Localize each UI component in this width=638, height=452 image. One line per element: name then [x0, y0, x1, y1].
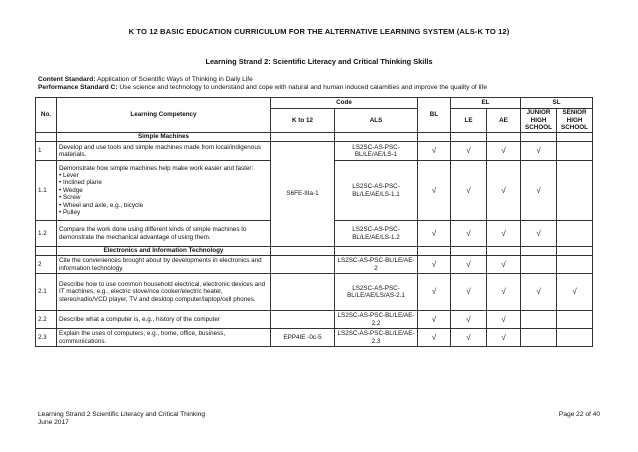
table-row	[36, 311, 593, 329]
strand-title: Learning Strand 2: Scientific Literacy and Critical Thinking Skills	[205, 57, 433, 66]
bl-check: √	[418, 311, 451, 329]
header-competency: Learning Competency	[57, 98, 271, 133]
row-k12-code: EPP4IE -0c-5	[271, 329, 335, 347]
header-shs: SENIOR HIGH SCHOOL	[557, 109, 593, 133]
row-als-code: LS2SC-AS-PSC-BL/LE/AE/LS-1.2	[335, 221, 418, 247]
page-number: Page 22 of 40	[558, 411, 600, 418]
list-item: • Screw	[59, 194, 81, 202]
bl-check: √	[418, 221, 451, 247]
header-ae: AE	[487, 109, 521, 133]
row-no: 2.1	[36, 274, 57, 311]
header-k12: K to 12	[271, 109, 335, 133]
header-no: No.	[36, 98, 57, 133]
header-bl: BL	[418, 98, 451, 133]
row-competency	[57, 161, 271, 221]
footer-strand: Learning Strand 2 Scientific Literacy and Critical Thinking	[38, 411, 206, 418]
performance-standard	[38, 84, 487, 91]
row-competency: Develop and use tools and simple machines made from local/indigenous materials.	[57, 142, 271, 161]
row-no: 1.2	[36, 221, 57, 247]
row-als-code: LS2SC-AS-PSC-BL/LE/AE-2.2	[335, 311, 418, 329]
row-als-code: LS2SC-AS-PSC-BL/LE/AE/LS/AS-2.1	[335, 274, 418, 311]
row-no: 2	[36, 256, 57, 274]
ae-check: √	[487, 311, 521, 329]
bl-check: √	[418, 161, 451, 221]
le-check: √	[451, 329, 487, 347]
row-no: 1	[36, 142, 57, 161]
content-standard	[38, 76, 253, 83]
shs-check: √	[557, 274, 593, 311]
row-k12-code: S6FE-IIIa-1	[271, 142, 335, 247]
competency-intro: Demonstrate how simple machines help make work easier and faster:	[59, 164, 254, 172]
header-als: ALS	[335, 109, 418, 133]
footer-date: June 2017	[38, 419, 69, 427]
jhs-check: √	[521, 161, 557, 221]
header-el: EL	[451, 98, 521, 109]
jhs-check: √	[521, 142, 557, 161]
list-item: • Pulley	[59, 209, 81, 217]
le-check: √	[451, 221, 487, 247]
row-no: 2.3	[36, 329, 57, 347]
footer	[38, 411, 205, 427]
table-row	[36, 256, 593, 274]
section-row	[36, 247, 593, 256]
ae-check: √	[487, 142, 521, 161]
list-item: • Inclined plane	[59, 179, 102, 187]
ae-check: √	[487, 329, 521, 347]
list-item: • Lever	[59, 171, 79, 179]
ae-check: √	[487, 256, 521, 274]
list-item: • Wedge	[59, 186, 83, 194]
header-row-1	[36, 98, 593, 109]
row-competency: Cite the conveniences brought about by developments in electronics and information technology.	[57, 256, 271, 274]
ae-check: √	[487, 221, 521, 247]
curriculum-table	[35, 97, 593, 347]
section-simple-machines: Simple Machines	[57, 133, 271, 142]
header-jhs: JUNIOR HIGH SCHOOL	[521, 109, 557, 133]
row-als-code: LS2SC-AS-PSC-BL/LE/AE/LS-1	[335, 142, 418, 161]
le-check: √	[451, 161, 487, 221]
table-row	[36, 142, 593, 161]
section-electronics: Electronics and Information Technology	[57, 247, 271, 256]
le-check: √	[451, 274, 487, 311]
row-competency: Compare the work done using different kinds of simple machines to demonstrate the mechanical advantage of using them.	[57, 221, 271, 247]
table-row	[36, 329, 593, 347]
bl-check: √	[418, 142, 451, 161]
row-no: 2.2	[36, 311, 57, 329]
bl-check: √	[418, 256, 451, 274]
section-row	[36, 133, 593, 142]
document-title: K TO 12 BASIC EDUCATION CURRICULUM FOR THE ALTERNATIVE LEARNING SYSTEM (ALS-K TO 12)	[128, 27, 510, 36]
le-check: √	[451, 256, 487, 274]
jhs-check: √	[521, 274, 557, 311]
performance-standard-text: Use science and technology to understand and cope with natural and human induced calamities and improve the quality of life	[119, 84, 488, 91]
content-standard-text: Application of Scientific Ways of Thinking in Daily Life	[96, 76, 253, 83]
ae-check: √	[487, 161, 521, 221]
le-check: √	[451, 142, 487, 161]
row-competency: Describe what a computer is, e.g., history of the computer	[57, 311, 271, 329]
header-sl: SL	[521, 98, 593, 109]
content-standard-label: Content Standard:	[38, 76, 96, 83]
row-als-code: LS2SC-AS-PSC-BL/LE/AE/LS-1.1	[335, 161, 418, 221]
le-check: √	[451, 311, 487, 329]
performance-standard-label: Performance Standard C:	[38, 84, 118, 91]
list-item: • Wheel and axle, e.g., bicycle	[59, 201, 144, 209]
jhs-check: √	[521, 221, 557, 247]
bl-check: √	[418, 329, 451, 347]
header-code: Code	[271, 98, 418, 109]
bl-check: √	[418, 274, 451, 311]
table-row	[36, 274, 593, 311]
row-competency: Explain the uses of computers, e.g., home, office, business, communications.	[57, 329, 271, 347]
row-no: 1.1	[36, 161, 57, 221]
ae-check: √	[487, 274, 521, 311]
row-competency: Describe how to use common household electrical, electronic devices and IT machines, e.g., electric stove/rice cooker/electric heater, stereo/radio/VCD player, TV and desktop computer/laptop/cell phones.	[57, 274, 271, 311]
header-le: LE	[451, 109, 487, 133]
row-als-code: LS2SC-AS-PSC-BL/LE/AE-2	[335, 256, 418, 274]
row-als-code: LS2SC-AS-PSC-BL/LE/AE-2.3	[335, 329, 418, 347]
